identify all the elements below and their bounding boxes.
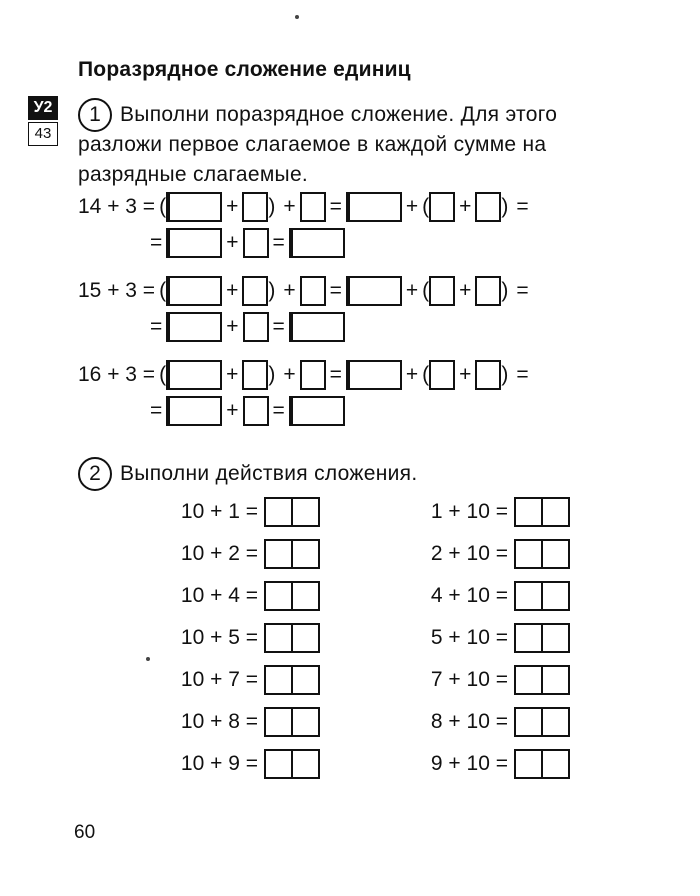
- addition-expression: 10 + 8 =: [180, 710, 258, 733]
- equals-sign: =: [329, 195, 342, 218]
- plus-sign: +: [459, 363, 472, 386]
- addend-answer-box[interactable]: [475, 360, 501, 390]
- units-answer-box[interactable]: [429, 360, 455, 390]
- close-paren: ): [501, 279, 509, 302]
- addition-expression: 7 + 10 =: [430, 668, 508, 691]
- margin-tag: [28, 96, 58, 146]
- tens-answer-box[interactable]: [166, 396, 222, 426]
- task2-left-column: [150, 496, 320, 780]
- tens-answer-box[interactable]: [346, 276, 402, 306]
- task1-exercise-1: [78, 190, 533, 260]
- task1-text-line1: Выполни поразрядное сложение. Для этого: [120, 103, 558, 126]
- exercise-line-1: [78, 274, 533, 308]
- equals-sign: =: [272, 399, 285, 422]
- task1-exercise-3: [78, 358, 533, 428]
- addend-answer-box[interactable]: [475, 276, 501, 306]
- tens-answer-box[interactable]: [166, 360, 222, 390]
- units-answer-box[interactable]: [243, 228, 269, 258]
- addition-row: [150, 748, 320, 780]
- exercise-expression: 14 + 3 =: [78, 195, 156, 218]
- plus-sign: +: [226, 363, 239, 386]
- task1-exercise-2: [78, 274, 533, 344]
- open-paren: (: [159, 195, 167, 218]
- exercise-expression: 15 + 3 =: [78, 279, 156, 302]
- equals-sign: =: [272, 231, 285, 254]
- plus-sign: +: [405, 279, 419, 302]
- equals-sign: =: [516, 363, 529, 386]
- sum-answer-box[interactable]: [514, 539, 570, 569]
- units-answer-box[interactable]: [242, 360, 268, 390]
- plus-sign: +: [459, 279, 472, 302]
- sum-answer-box[interactable]: [514, 623, 570, 653]
- sum-answer-box[interactable]: [264, 581, 320, 611]
- close-paren: ): [268, 279, 276, 302]
- addition-expression: 10 + 9 =: [180, 752, 258, 775]
- addition-expression: 10 + 4 =: [180, 584, 258, 607]
- close-paren: ): [501, 195, 509, 218]
- plus-sign: +: [405, 195, 419, 218]
- addition-expression: 10 + 1 =: [180, 500, 258, 523]
- units-answer-box[interactable]: [242, 276, 268, 306]
- task2-number: 2: [78, 457, 112, 491]
- addition-expression: 10 + 5 =: [180, 626, 258, 649]
- page-title: Поразрядное сложение единиц: [78, 58, 411, 81]
- sum-answer-box[interactable]: [514, 581, 570, 611]
- addend-answer-box[interactable]: [300, 276, 326, 306]
- sum-answer-box[interactable]: [264, 749, 320, 779]
- addend-answer-box[interactable]: [300, 360, 326, 390]
- units-answer-box[interactable]: [242, 192, 268, 222]
- open-paren: (: [422, 279, 430, 302]
- addition-row: [150, 496, 320, 528]
- close-paren: ): [268, 195, 276, 218]
- exercise-line-2: [146, 310, 533, 344]
- addition-row: [400, 538, 570, 570]
- plus-sign: +: [226, 399, 239, 422]
- equals-sign: =: [516, 279, 529, 302]
- plus-sign: +: [226, 279, 239, 302]
- exercise-line-1: [78, 190, 533, 224]
- tens-answer-box[interactable]: [166, 192, 222, 222]
- sum-answer-box[interactable]: [514, 497, 570, 527]
- tens-answer-box[interactable]: [166, 276, 222, 306]
- close-paren: ): [501, 363, 509, 386]
- addition-row: [400, 622, 570, 654]
- units-answer-box[interactable]: [429, 192, 455, 222]
- open-paren: (: [422, 363, 430, 386]
- addition-row: [150, 706, 320, 738]
- result-answer-box[interactable]: [289, 396, 345, 426]
- sum-answer-box[interactable]: [264, 497, 320, 527]
- plus-sign: +: [226, 315, 239, 338]
- equals-sign: =: [150, 315, 163, 338]
- tens-answer-box[interactable]: [166, 228, 222, 258]
- equals-sign: =: [150, 231, 163, 254]
- equals-sign: =: [516, 195, 529, 218]
- addition-expression: 10 + 2 =: [180, 542, 258, 565]
- equals-sign: =: [329, 363, 342, 386]
- task1-text-line3: разрядные слагаемые.: [78, 163, 309, 186]
- sum-answer-box[interactable]: [514, 665, 570, 695]
- sum-answer-box[interactable]: [514, 749, 570, 779]
- equals-sign: =: [272, 315, 285, 338]
- addition-expression: 9 + 10 =: [430, 752, 508, 775]
- open-paren: (: [422, 195, 430, 218]
- addition-expression: 4 + 10 =: [430, 584, 508, 607]
- task1-text: [78, 100, 640, 190]
- open-paren: (: [159, 363, 167, 386]
- exercise-line-2: [146, 394, 533, 428]
- addition-expression: 10 + 7 =: [180, 668, 258, 691]
- open-paren: (: [159, 279, 167, 302]
- addition-expression: 5 + 10 =: [430, 626, 508, 649]
- addition-expression: 2 + 10 =: [430, 542, 508, 565]
- task1-number: 1: [78, 98, 112, 132]
- equals-sign: =: [329, 279, 342, 302]
- sum-answer-box[interactable]: [264, 623, 320, 653]
- addition-row: [400, 748, 570, 780]
- tens-answer-box[interactable]: [166, 312, 222, 342]
- addend-answer-box[interactable]: [475, 192, 501, 222]
- addition-row: [400, 706, 570, 738]
- task2-text: Выполни действия сложения.: [120, 462, 418, 485]
- addend-answer-box[interactable]: [300, 192, 326, 222]
- task2-right-column: [400, 496, 570, 780]
- addition-row: [400, 580, 570, 612]
- sum-answer-box[interactable]: [264, 539, 320, 569]
- tens-answer-box[interactable]: [346, 192, 402, 222]
- equals-sign: =: [150, 399, 163, 422]
- plus-sign: +: [283, 279, 296, 302]
- margin-tag-top: У2: [28, 96, 58, 120]
- task1-text-line2: разложи первое слагаемое в каждой сумме на: [78, 133, 547, 156]
- units-answer-box[interactable]: [243, 312, 269, 342]
- exercise-line-2: [146, 226, 533, 260]
- tens-answer-box[interactable]: [346, 360, 402, 390]
- exercise-expression: 16 + 3 =: [78, 363, 156, 386]
- exercise-line-1: [78, 358, 533, 392]
- close-paren: ): [268, 363, 276, 386]
- units-answer-box[interactable]: [243, 396, 269, 426]
- plus-sign: +: [283, 195, 296, 218]
- plus-sign: +: [459, 195, 472, 218]
- addition-row: [150, 622, 320, 654]
- print-speck: [295, 15, 299, 19]
- page-number: 60: [74, 822, 96, 843]
- margin-tag-bottom: 43: [28, 122, 58, 146]
- sum-answer-box[interactable]: [514, 707, 570, 737]
- sum-answer-box[interactable]: [264, 707, 320, 737]
- addition-row: [400, 496, 570, 528]
- result-answer-box[interactable]: [289, 228, 345, 258]
- addition-row: [400, 664, 570, 696]
- addition-row: [150, 538, 320, 570]
- plus-sign: +: [226, 195, 239, 218]
- plus-sign: +: [405, 363, 419, 386]
- addition-expression: 8 + 10 =: [430, 710, 508, 733]
- plus-sign: +: [226, 231, 239, 254]
- sum-answer-box[interactable]: [264, 665, 320, 695]
- addition-expression: 1 + 10 =: [430, 500, 508, 523]
- addition-row: [150, 580, 320, 612]
- units-answer-box[interactable]: [429, 276, 455, 306]
- plus-sign: +: [283, 363, 296, 386]
- result-answer-box[interactable]: [289, 312, 345, 342]
- addition-row: [150, 664, 320, 696]
